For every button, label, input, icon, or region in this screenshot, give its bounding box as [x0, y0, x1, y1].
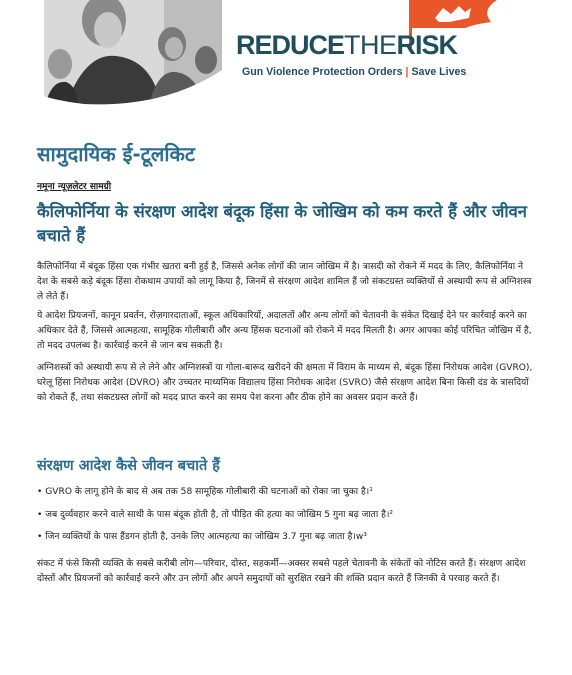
logo-subtitle: [242, 66, 466, 78]
logo-risk: RISK: [396, 30, 458, 60]
list-item: • GVRO के लागू होने के बाद से अब तक 58 सामूहिक गोलीबारी की घटनाओं को रोका जा चुका है।¹: [37, 487, 373, 497]
paragraph-orders: ये आदेश प्रियजनों, कानून प्रवर्तन, रोज़गारदाताओं, स्कूल अधिकारियों, अदालतों और अन्य लोगों को चेतावनी के संकेत दिखाई देने पर कार्रवाई करने का अधिकार देते हैं, जिससे आत्महत्या, सामूहिक गोलीबारी और अन्य हिंसक घटनाओं को रोकने में मदद मिलती है। अगर आपका कोई परिचित जोखिम में है, तो मदद उपलब्ध है। कार्रवाई करने से जान बच सकती है।: [37, 311, 532, 351]
logo-subtitle-right: Save Lives: [411, 66, 467, 78]
paragraph-closing: संकट में फंसे किसी व्यक्ति के सबसे करीबी लोग—परिवार, दोस्त, सहकर्मी—अक्सर सबसे पहले चेतावनी के संकेतों को नोटिस करते हैं। संरक्षण आदेश दोस्तों और प्रियजनों को कार्रवाई करने और उन लोगों और अपने समुदायों को सुरक्षित रखने की शक्ति प्रदान करते हैं जिनकी वे परवाह करते हैं।: [37, 559, 526, 584]
page-title: सामुदायिक ई-टूलकिट: [37, 142, 195, 166]
paragraph-restraining-orders: अग्निशस्त्रों को अस्थायी रूप से ले लेने और अग्निशस्त्रों या गोला-बारूद खरीदने की क्षमता में विराम के माध्यम से, बंदूक हिंसा निरोधक आदेश (GVRO), घरेलू हिंसा निरोधक आदेश (DVRO) और उच्चतर माध्यमिक विद्यालय हिंसा निरोधक आदेश (SVRO) जैसे संरक्षण आदेश बिना किसी दंड के त्रासदियों को रोकते हैं, तथा संकटग्रस्त लोगों को मदद प्राप्त करने का समय पेश करना और ठीक होने का अवसर प्रदान करते हैं।: [37, 363, 533, 403]
header-photo: [44, 0, 222, 110]
logo-the: THE: [344, 30, 397, 60]
logo-subtitle-separator: |: [405, 66, 409, 78]
paragraph-intro: कैलिफोर्निया में बंदूक हिंसा एक गंभीर खतरा बनी हुई है, जिससे अनेक लोगों की जान जोखिम में है। त्रासदी को रोकने में मदद के लिए, कैलिफोर्निया ने देश के सबसे कड़े बंदूक हिंसा रोकथाम उपायों को लागू किया है, जिनमें से संरक्षण आदेश शामिल हैं जो संकटग्रस्त व्यक्तियों से अस्थायी रूप से अग्निशस्त्र ले लेते हैं।: [37, 262, 532, 302]
list-item: • जब दुर्व्यवहार करने वाले साथी के पास बंदूक होती है, तो पीड़ित की हत्या का जोखिम 5 गुना बढ़ जाता है।²: [37, 510, 394, 520]
section-heading: संरक्षण आदेश कैसे जीवन बचाते हैं: [37, 458, 220, 474]
article-headline: कैलिफोर्निया के संरक्षण आदेश बंदूक हिंसा के जोखिम को कम करते हैं और जीवन बचाते हैं: [37, 202, 527, 245]
logo-reduce: REDUCE: [236, 30, 345, 60]
newsletter-kicker: नमूना न्यूज़लेटर सामग्री: [37, 182, 112, 192]
list-item: • जिन व्यक्तियों के पास हैंडगन होती है, उनके लिए आत्महत्या का जोखिम 3.7 गुना बढ़ जाता है।w³: [37, 532, 367, 542]
logo-title: [236, 32, 536, 59]
logo-subtitle-left: Gun Violence Protection Orders: [242, 66, 403, 78]
